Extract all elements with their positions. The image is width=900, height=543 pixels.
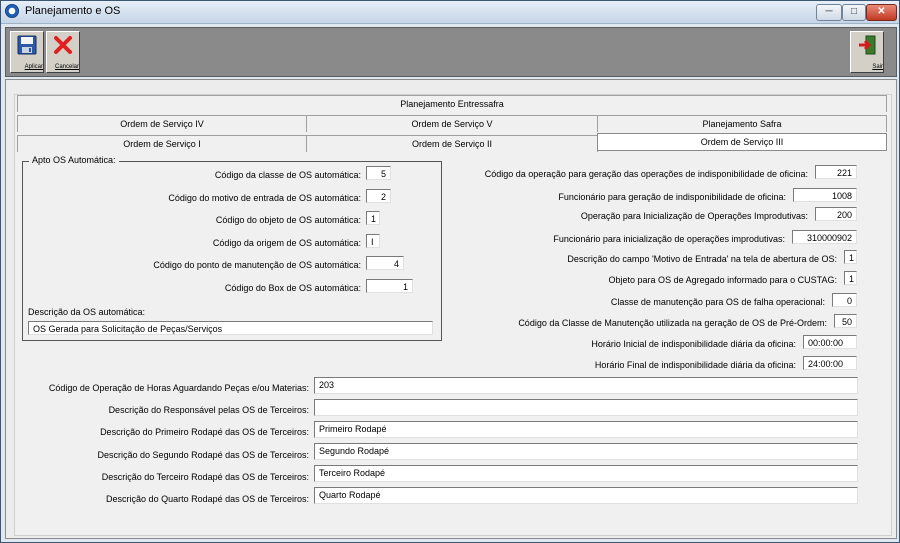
aggregate-field[interactable]: 1 [844,271,857,285]
desc-field-field[interactable]: 1 [844,250,857,264]
emp-unavail-label: Funcionário para geração de indisponibilidade de oficina: [558,192,786,202]
close-button[interactable]: ✕ [866,4,897,21]
class-field[interactable]: 5 [366,166,391,180]
auto-desc-label: Descrição da OS automática: [28,307,146,317]
reason-label: Código do motivo de entrada de OS automática: [168,193,361,203]
emp-init-label: Funcionário para inicialização de operações improdutivas: [553,234,785,244]
maint-class-field[interactable]: 0 [832,293,857,307]
preorder-label: Código da Classe de Manutenção utilizada na geração de OS de Pré-Ordem: [518,318,827,328]
footer2-label: Descrição do Segundo Rodapé das OS de Terceiros: [97,450,309,460]
origin-label: Código da origem de OS automática: [212,238,361,248]
end-time-label: Horário Final de indisponibilidade diária da oficina: [594,360,796,370]
auto-desc-field[interactable]: OS Gerada para Solicitação de Peças/Serviços [28,321,433,335]
object-field[interactable]: 1 [366,211,380,225]
responsible-label: Descrição do Responsável pelas OS de Terceiros: [108,405,309,415]
tab-planejamento-safra[interactable]: Planejamento Safra [597,115,887,132]
exit-label: Sair [872,64,883,70]
tab-planejamento-entressafra[interactable]: Planejamento Entressafra [17,95,887,112]
cancel-x-icon [53,35,73,55]
apply-label: Aplicar [24,64,43,70]
tab-ordem-servico-iii[interactable]: Ordem de Serviço III [597,133,887,151]
op-init-label: Operação para Inicialização de Operações Improdutivas: [580,211,808,221]
tab-ordem-servico-v[interactable]: Ordem de Serviço V [306,115,598,132]
footer3-label: Descrição do Terceiro Rodapé das OS de Terceiros: [101,472,309,482]
window-title: Planejamento e OS [25,5,121,17]
apply-button[interactable] [10,31,44,73]
op-init-field[interactable]: 200 [815,207,857,221]
footer3-field[interactable]: Terceiro Rodapé [314,465,858,482]
object-label: Código do objeto de OS automática: [215,215,361,225]
save-icon [17,35,37,55]
minimize-button[interactable]: ─ [816,4,842,21]
box-field[interactable]: 1 [366,279,413,293]
reason-field[interactable]: 2 [366,189,391,203]
cancel-button[interactable] [46,31,80,73]
app-icon [5,4,19,18]
exit-button[interactable] [850,31,884,73]
start-time-label: Horário Inicial de indisponibilidade diária da oficina: [591,339,796,349]
end-time-field[interactable]: 24:00:00 [803,356,857,370]
desc-field-label: Descrição do campo 'Motivo de Entrada' na tela de abertura de OS: [567,254,837,264]
title-bar [1,1,899,24]
responsible-field[interactable] [314,399,858,416]
op-gen-label: Código da operação para geração das operações de indisponibilidade de oficina: [484,169,808,179]
cancel-label: Cancelar [54,64,79,70]
emp-unavail-field[interactable]: 1008 [793,188,857,202]
toolbar [5,27,897,77]
hours-op-field[interactable]: 203 [314,377,858,394]
point-label: Código do ponto de manutenção de OS automática: [153,260,361,270]
tab-ordem-servico-ii[interactable]: Ordem de Serviço II [306,135,598,152]
footer1-field[interactable]: Primeiro Rodapé [314,421,858,438]
op-gen-field[interactable]: 221 [815,165,857,179]
tab-ordem-servico-i[interactable]: Ordem de Serviço I [17,135,307,152]
preorder-field[interactable]: 50 [834,314,857,328]
aggregate-label: Objeto para OS de Agregado informado para o CUSTAG: [608,275,837,285]
box-label: Código do Box de OS automática: [224,283,361,293]
tab-ordem-servico-iv[interactable]: Ordem de Serviço IV [17,115,307,132]
class-label: Código da classe de OS automática: [214,170,361,180]
point-field[interactable]: 4 [366,256,404,270]
hours-op-label: Código de Operação de Horas Aguardando Peças e/ou Materias: [48,383,309,393]
exit-door-icon [857,35,877,55]
maint-class-label: Classe de manutenção para OS de falha operacional: [610,297,825,307]
maximize-button[interactable]: □ [842,4,866,21]
footer1-label: Descrição do Primeiro Rodapé das OS de Terceiros: [100,427,309,437]
origin-field[interactable]: I [366,234,380,248]
footer4-label: Descrição do Quarto Rodapé das OS de Terceiros: [106,494,309,504]
group-title: Apto OS Automática: [29,155,119,165]
footer4-field[interactable]: Quarto Rodapé [314,487,858,504]
footer2-field[interactable]: Segundo Rodapé [314,443,858,460]
emp-init-field[interactable]: 310000902 [792,230,857,244]
start-time-field[interactable]: 00:00:00 [803,335,857,349]
